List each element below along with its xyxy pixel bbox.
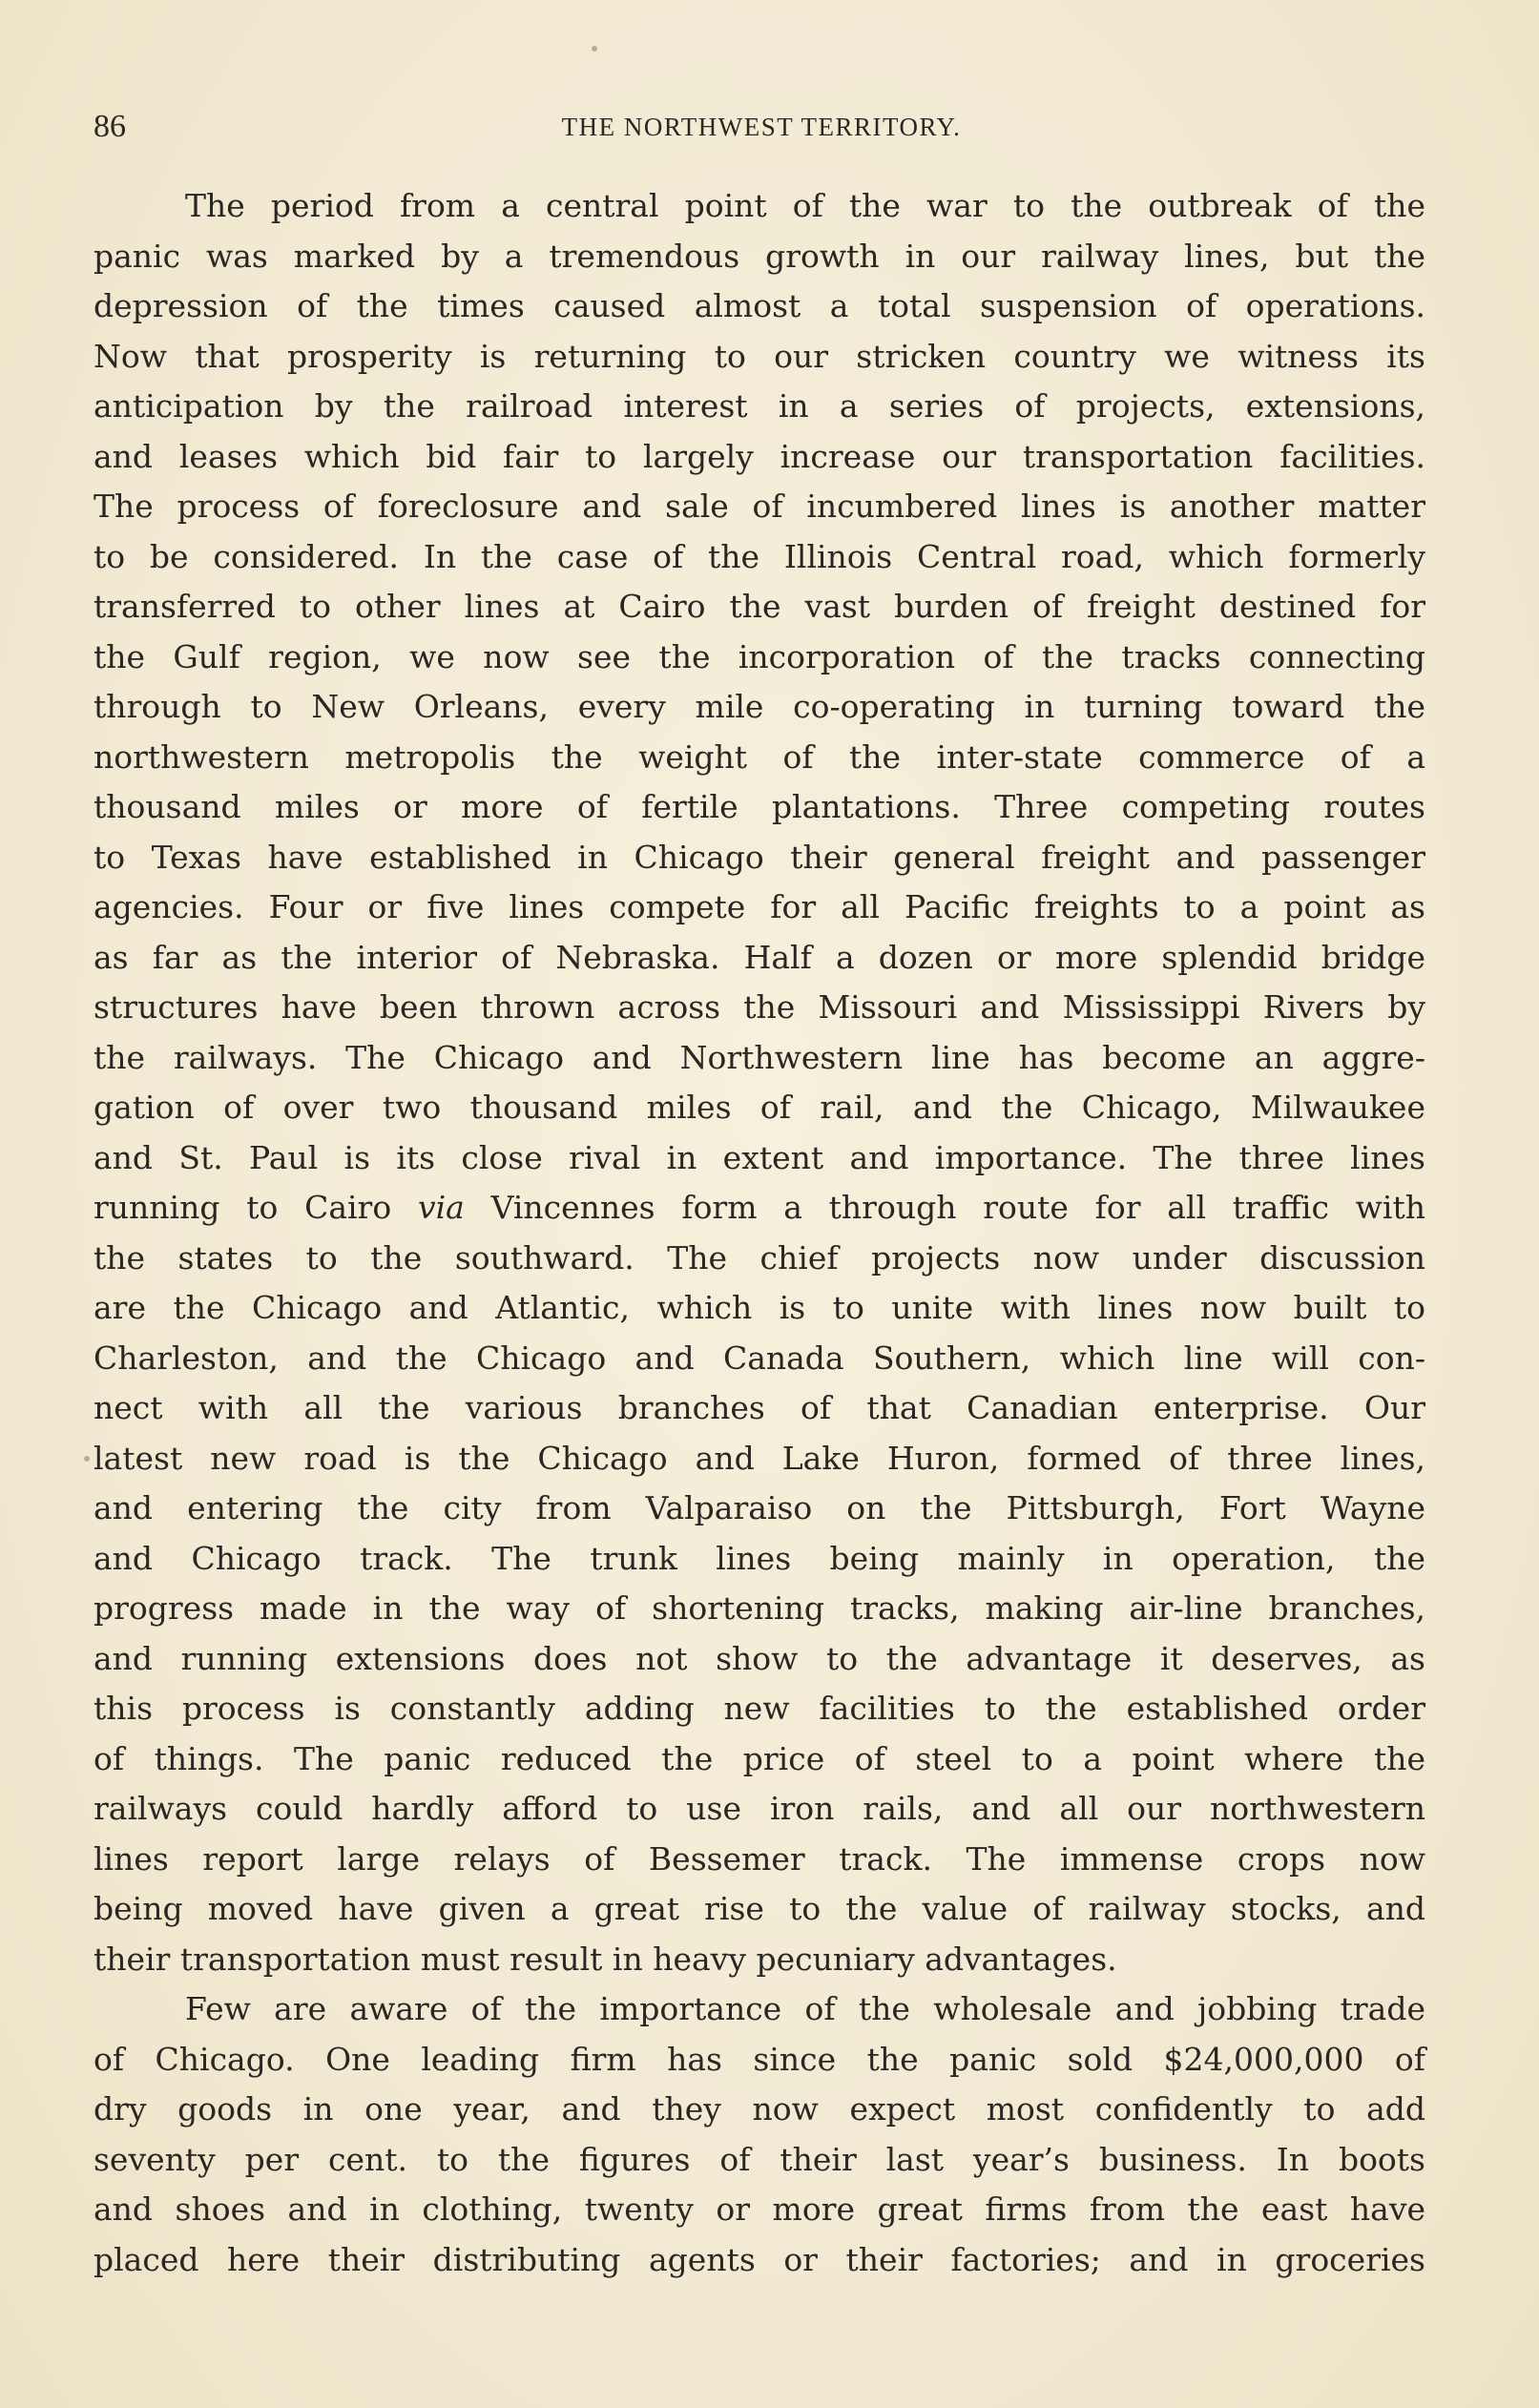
text-line: to be considered. In the case of the Illinois Central road, which formerly [94,537,1425,575]
text-line: running to Cairo via Vincennes form a through route for all traffic with [94,1189,1425,1226]
text-line: The period from a central point of the war to the outbreak of the [185,187,1425,224]
text-line: as far as the interior of Nebraska. Half a dozen or more splendid bridge [94,938,1425,976]
text-line: of things. The panic reduced the price of steel to a point where the [94,1739,1425,1777]
body-text [94,181,1425,2285]
page-number: 86 [94,109,126,144]
text-line: their transportation must result in heavy pecuniary advantages. [94,1940,1117,1978]
text-line: progress made in the way of shortening tracks, making air-line branches, [94,1589,1425,1627]
text-line: and entering the city from Valparaiso on the Pittsburgh, Fort Wayne [94,1489,1425,1526]
text-line: this process is constantly adding new facilities to the established order [94,1690,1425,1727]
text-line: being moved have given a great rise to the value of railway stocks, and [94,1890,1425,1927]
text-line: nect with all the various branches of that Canadian enterprise. Our [94,1389,1425,1426]
text-line: and leases which bid fair to largely increase our transportation facilities. [94,437,1425,475]
paragraph-1 [94,181,1425,1984]
paragraph-2 [94,1984,1425,2285]
text-line: depression of the times caused almost a total suspension of operations. [94,287,1425,324]
text-line: Few are aware of the importance of the wholesale and jobbing trade [185,1990,1425,2027]
text-line: lines report large relays of Bessemer track. The immense crops now [94,1839,1425,1878]
text-line: latest new road is the Chicago and Lake Huron, formed of three lines, [94,1439,1425,1477]
text-line: and St. Paul is its close rival in extent and importance. The three lines [94,1138,1425,1176]
running-head: THE NORTHWEST TERRITORY. [561,113,962,141]
paper-speck [592,46,597,52]
text-line: through to New Orleans, every mile co-operating in turning toward the [94,688,1425,725]
text-line: northwestern metropolis the weight of the inter-state commerce of a [94,737,1425,776]
paper-speck [84,1456,90,1462]
text-line: panic was marked by a tremendous growth in our railway lines, but the [94,237,1425,275]
text-line: thousand miles or more of fertile plantations. Three competing routes [94,788,1425,825]
text-line: placed here their distributing agents or their factories; and in groceries [94,2240,1425,2278]
text-line: of Chicago. One leading firm has since the panic sold $24,000,000 of [94,2040,1425,2078]
text-line: the states to the southward. The chief projects now under discussion [94,1238,1425,1277]
text-line: to Texas have established in Chicago their general freight and passenger [94,838,1425,876]
text-line: the Gulf region, we now see the incorporation of the tracks connecting [94,637,1425,675]
text-line: are the Chicago and Atlantic, which is to unite with lines now built to [94,1289,1425,1326]
text-line: anticipation by the railroad interest in a series of projects, extensions, [94,387,1425,425]
text-line: The process of foreclosure and sale of incumbered lines is another matter [94,488,1425,525]
text-line: Charleston, and the Chicago and Canada Southern, which line will con- [94,1339,1425,1377]
text-line: the railways. The Chicago and Northwestern line has become an aggre- [94,1038,1425,1076]
text-line: seventy per cent. to the figures of their last year’s business. In boots [94,2140,1425,2178]
text-line: gation of over two thousand miles of rail, and the Chicago, Milwaukee [94,1089,1425,1126]
text-line: and running extensions does not show to the advantage it deserves, as [94,1639,1425,1677]
text-line: and shoes and in clothing, twenty or more great firms from the east have [94,2190,1425,2228]
text-line: and Chicago track. The trunk lines being mainly in operation, the [94,1539,1425,1577]
page-header [94,103,1429,151]
text-line: dry goods in one year, and they now expect most confidently to add [94,2090,1425,2128]
text-line: railways could hardly afford to use iron rails, and all our northwestern [94,1790,1425,1827]
text-line: structures have been thrown across the Missouri and Mississippi Rivers by [94,988,1425,1026]
text-line: agencies. Four or five lines compete for all Pacific freights to a point as [94,888,1425,925]
text-line: Now that prosperity is returning to our stricken country we witness its [94,337,1425,375]
text-line: transferred to other lines at Cairo the vast burden of freight destined for [94,588,1425,625]
